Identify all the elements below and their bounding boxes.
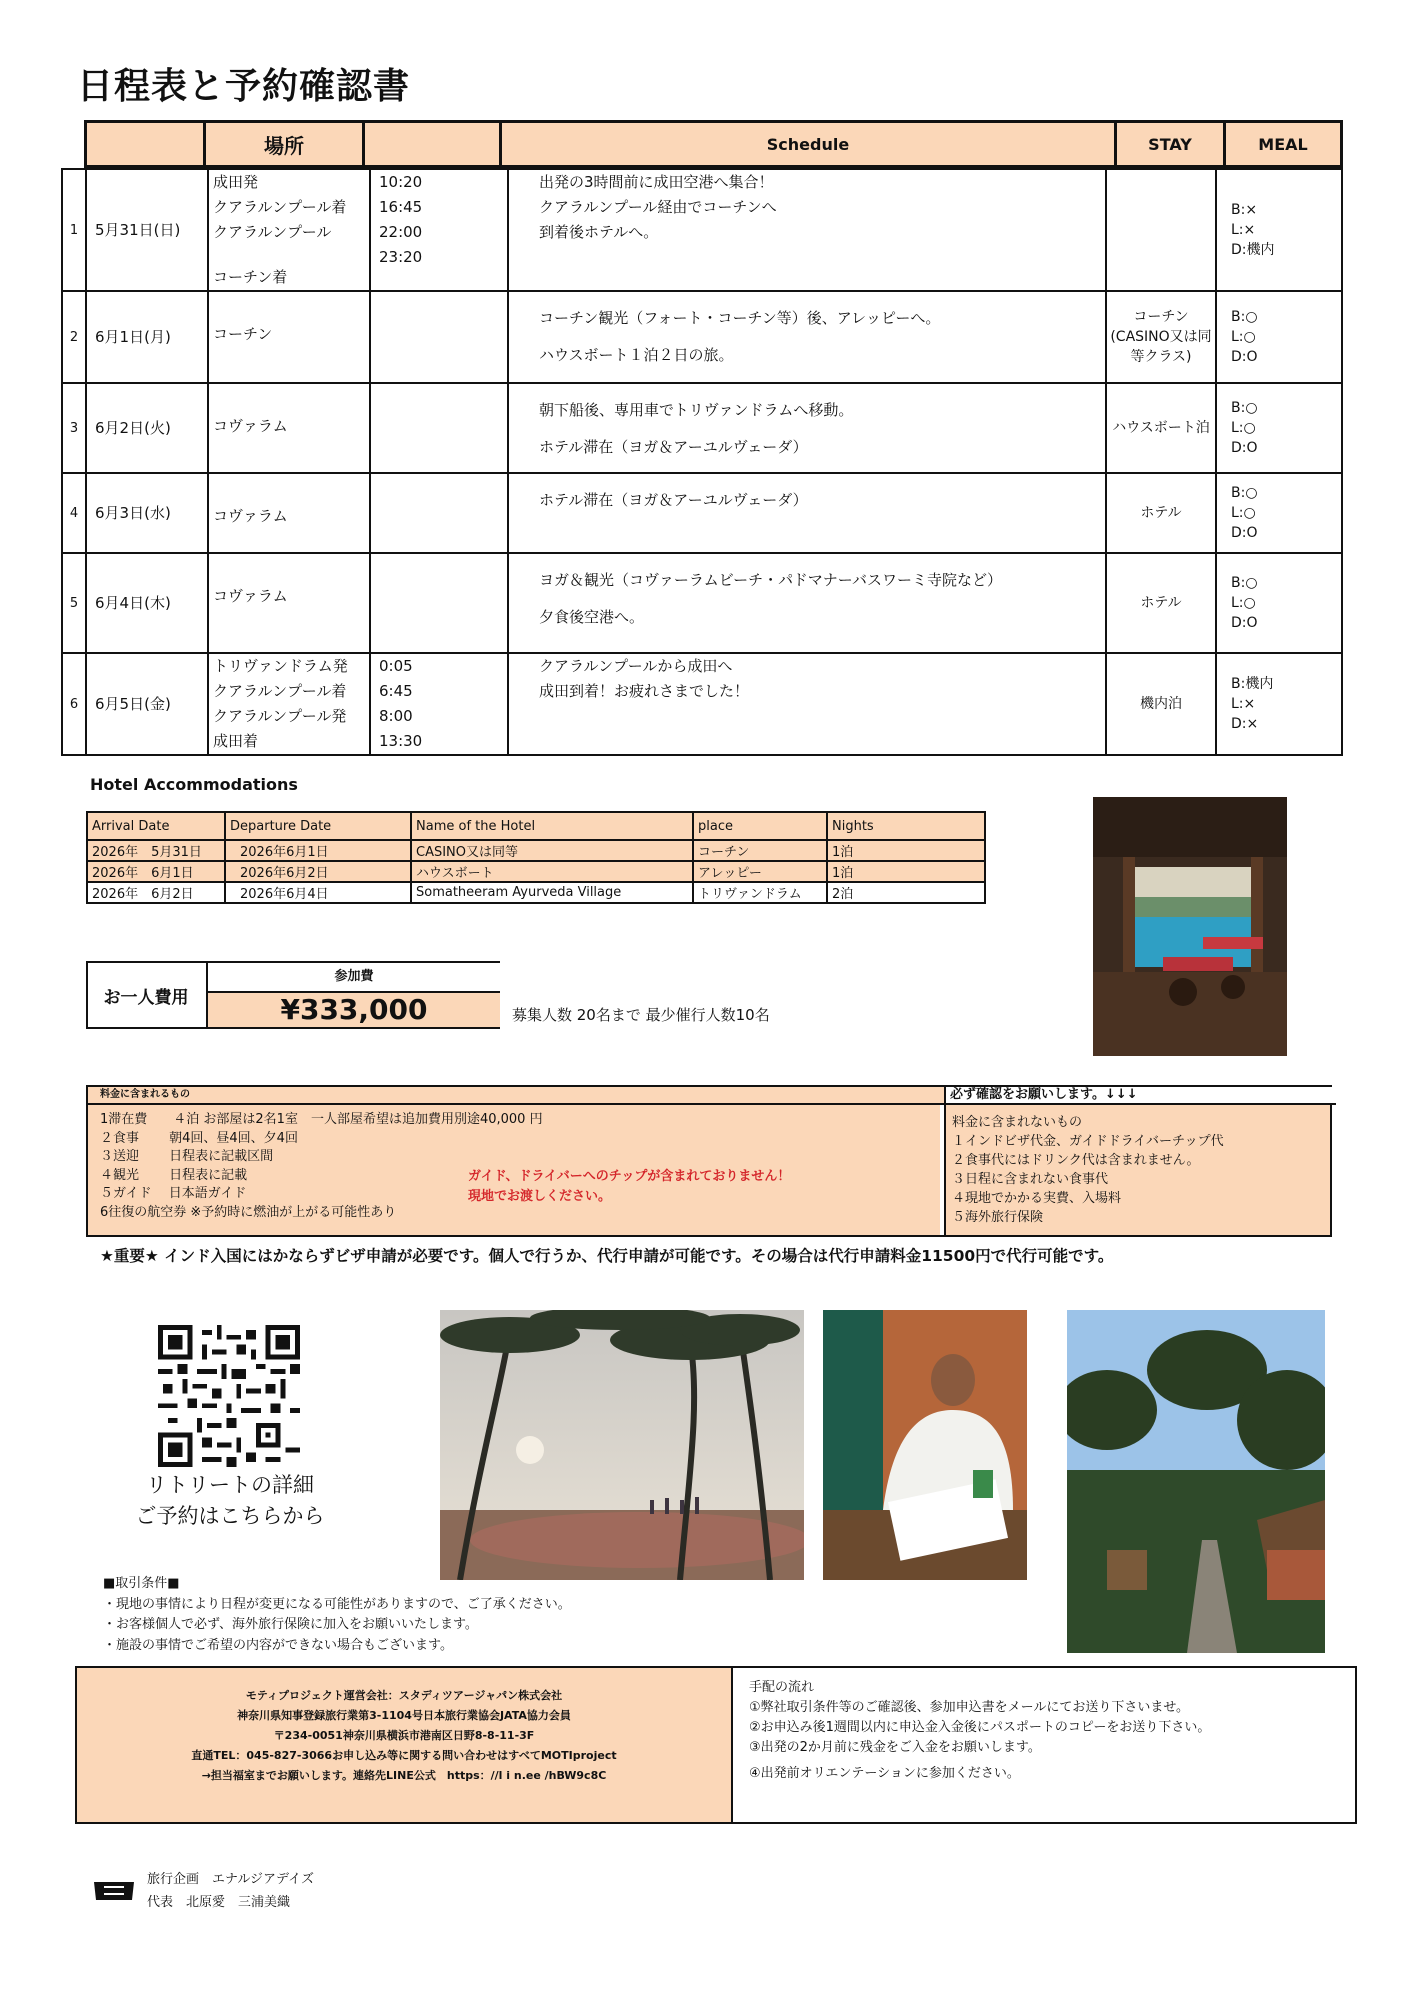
place-line: クアラルンプール — [213, 223, 332, 241]
meal-line: D:× — [1231, 716, 1259, 732]
hotel-cell: ハウスボート — [411, 861, 693, 882]
meal-line: B:○ — [1231, 485, 1258, 501]
tip-warning-line: ガイド、ドライバーへのチップが含まれておりません！ — [468, 1169, 791, 1184]
day-place — [208, 653, 370, 755]
terms-line: ・施設の事情でご希望の内容ができない場合もございます。 — [103, 1637, 453, 1653]
footer-line: 旅行企画 エナルジアデイズ — [147, 1872, 314, 1887]
meal-line: B:○ — [1231, 575, 1258, 591]
day-stay — [1106, 169, 1216, 291]
time-line: 13:30 — [379, 732, 423, 750]
confirm-item: ４現地でかかる実費、入場料 — [952, 1191, 1122, 1206]
included-item: ５ガイド 日本語ガイド — [100, 1186, 247, 1201]
price-right — [206, 963, 500, 1027]
hotel-cell: CASINO又は同等 — [411, 840, 693, 861]
itinerary-row — [62, 291, 1342, 383]
day-times — [370, 473, 508, 553]
meal-line: L:○ — [1231, 595, 1256, 611]
itinerary-row — [62, 653, 1342, 755]
company-line: 〒234-0051神奈川県横浜市港南区日野8-8-11-3F — [273, 1729, 535, 1742]
day-date: 6月1日(月) — [86, 291, 208, 383]
meal-line: D:O — [1231, 349, 1258, 365]
day-meal — [1216, 383, 1342, 473]
place-line: クアラルンプール着 — [213, 682, 347, 700]
footer-credits — [147, 1868, 314, 1914]
place-line: コーチン着 — [213, 268, 288, 286]
schedule-line: ホテル滞在（ヨガ＆アーユルヴェーダ） — [539, 438, 808, 456]
price-sub-label: 参加費 — [208, 963, 500, 993]
itinerary-row — [62, 169, 1342, 291]
hotel-cell: 1泊 — [827, 840, 985, 861]
schedule-line: 朝下船後、専用車でトリヴァンドラムへ移動。 — [539, 401, 854, 419]
confirm-item: ３日程に含まれない食事代 — [952, 1172, 1109, 1187]
included-item: ４観光 日程表に記載 — [100, 1167, 248, 1183]
flow-line: ③出発の2か月前に残金をご入金をお願いします。 — [749, 1740, 1041, 1755]
hotel-cell: 2026年 6月1日 — [87, 861, 225, 882]
company-logo — [92, 1880, 136, 1902]
confirm-item: ２食事代にはドリンク代は含まれません。 — [952, 1153, 1200, 1168]
day-meal — [1216, 473, 1342, 553]
day-place — [208, 291, 370, 383]
meal-line: L:○ — [1231, 505, 1256, 521]
day-date: 6月4日(木) — [86, 553, 208, 653]
day-schedule — [508, 553, 1106, 653]
included-box — [86, 1085, 1332, 1237]
time-line: 23:20 — [379, 248, 423, 266]
day-schedule — [508, 473, 1106, 553]
day-number: 5 — [62, 553, 86, 653]
header-schedule: Schedule — [501, 122, 1116, 167]
hotel-cell: トリヴァンドラム — [693, 882, 827, 903]
schedule-line: クアラルンプール経由でコーチンへ — [539, 198, 777, 216]
time-line: 8:00 — [379, 707, 413, 725]
place-line: クアラルンプール発 — [213, 707, 347, 725]
terms-section — [103, 1574, 571, 1656]
time-line: 0:05 — [379, 657, 413, 675]
flow-line: ①弊社取引条件等のご確認後、参加申込書をメールにてお送り下さいませ。 — [749, 1700, 1190, 1715]
place-line: クアラルンプール着 — [213, 198, 347, 216]
day-meal — [1216, 291, 1342, 383]
company-line: モティプロジェクト運営会社：スタディツアージャパン株式会社 — [245, 1689, 563, 1702]
day-schedule — [508, 291, 1106, 383]
hotel-cell: コーチン — [693, 840, 827, 861]
schedule-line: ヨガ＆観光（コヴァーラムビーチ・パドマナーバスワーミ寺院など） — [539, 571, 1003, 589]
company-line: →担当福室までお願いします。連絡先LINE公式 https：//l i n.ee /hBW9c8C — [201, 1769, 607, 1782]
schedule-line: 出発の3時間前に成田空港へ集合！ — [539, 173, 774, 191]
day-number: 4 — [62, 473, 86, 553]
place-line — [213, 245, 369, 265]
company-line: 直通TEL：045-827-3066お申し込み等に関する問い合わせはすべてMOTIproject — [191, 1749, 617, 1762]
itinerary-row — [62, 383, 1342, 473]
visa-note: ★重要★ インド入国にはかならずビザ申請が必要です。個人で行うか、代行申請が可能です。その場合は代行申請料金11500円で代行可能です。 — [100, 1247, 1114, 1265]
hotel-col-place: place — [693, 812, 827, 840]
qr-caption — [110, 1470, 350, 1532]
price-label: お一人費用 — [103, 987, 189, 1008]
day-times — [370, 291, 508, 383]
veranda-photo — [1093, 797, 1287, 1056]
flow-line: ④出発前オリエンテーションに参加ください。 — [749, 1766, 1020, 1781]
company-info — [77, 1668, 733, 1822]
qr-caption-line: リトリートの詳細 — [146, 1473, 314, 1497]
terms-line: ■取引条件■ — [103, 1576, 180, 1591]
hotel-row — [87, 861, 985, 882]
day-stay: コーチン(CASINO又は同等クラス) — [1106, 291, 1216, 383]
schedule-line: ハウスボート１泊２日の旅。 — [539, 346, 734, 364]
terms-line: ・お客様個人で必ず、海外旅行保険に加入をお願いいたします。 — [103, 1617, 478, 1632]
hotel-cell: 2泊 — [827, 882, 985, 903]
day-stay: 機内泊 — [1106, 653, 1216, 755]
included-head: 料金に含まれるもの — [88, 1087, 952, 1105]
day-meal — [1216, 553, 1342, 653]
hotel-cell: Somatheeram Ayurveda Village — [411, 882, 693, 903]
itinerary-header — [84, 120, 1343, 168]
header-stay: STAY — [1116, 122, 1225, 167]
itinerary-row — [62, 553, 1342, 653]
schedule-line: 成田到着！お疲れさまでした！ — [539, 682, 750, 700]
hotel-row — [87, 882, 985, 903]
confirm-head: 必ず確認をお願いします。↓↓↓ — [944, 1087, 1336, 1105]
place-line: 成田着 — [213, 732, 259, 750]
price-value: ¥333,000 — [280, 993, 428, 1026]
confirm-item: １インドビザ代金、ガイドドライバーチップ代 — [952, 1134, 1224, 1149]
day-place — [208, 383, 370, 473]
day-place — [208, 473, 370, 553]
place-line: コヴァラム — [213, 587, 288, 605]
day-meal — [1216, 169, 1342, 291]
place-line: コヴァラム — [213, 507, 288, 525]
meal-line: B:○ — [1231, 309, 1258, 325]
hotel-cell: 2026年6月4日 — [225, 882, 411, 903]
meal-line: D:O — [1231, 615, 1258, 631]
place-line: トリヴァンドラム発 — [213, 657, 348, 675]
meal-line: B:○ — [1231, 400, 1258, 416]
qr-caption-line: ご予約はこちらから — [135, 1504, 325, 1528]
day-number: 2 — [62, 291, 86, 383]
header-place: 場所 — [205, 122, 364, 167]
included-item: 1滞在費 ４泊 お部屋は2名1室 一人部屋希望は追加費用別途40,000 円 — [100, 1112, 543, 1127]
schedule-line: 夕食後空港へ。 — [539, 608, 645, 626]
page-title: 日程表と予約確認書 — [77, 66, 411, 107]
schedule-line: ホテル滞在（ヨガ＆アーユルヴェーダ） — [539, 491, 808, 509]
garden-photo — [1067, 1310, 1325, 1653]
hotel-col-arrival: Arrival Date — [87, 812, 225, 840]
hotel-cell: 2026年 6月2日 — [87, 882, 225, 903]
hotel-cell: アレッピー — [693, 861, 827, 882]
confirm-item: ５海外旅行保険 — [952, 1210, 1044, 1225]
schedule-line: クアラルンプールから成田へ — [539, 657, 733, 675]
hotel-cell: 2026年6月2日 — [225, 861, 411, 882]
time-line: 6:45 — [379, 682, 413, 700]
schedule-line: 到着後ホテルへ。 — [539, 223, 659, 241]
day-place — [208, 169, 370, 291]
confirm-item: 料金に含まれないもの — [952, 1115, 1083, 1130]
hotel-col-departure: Departure Date — [225, 812, 411, 840]
hotel-cell: 2026年6月1日 — [225, 840, 411, 861]
day-times — [370, 169, 508, 291]
itinerary-table — [61, 168, 1343, 756]
meal-line: L:× — [1231, 222, 1256, 238]
flow-line: 手配の流れ — [749, 1680, 815, 1695]
place-line: コヴァラム — [213, 417, 288, 435]
hotel-col-nights: Nights — [827, 812, 985, 840]
included-item: 6往復の航空券 ※予約時に燃油が上がる可能性あり — [100, 1204, 397, 1220]
day-place — [208, 553, 370, 653]
day-number: 1 — [62, 169, 86, 291]
meal-line: L:○ — [1231, 329, 1256, 345]
meal-line: D:O — [1231, 525, 1258, 541]
qr-code[interactable] — [158, 1325, 300, 1467]
tip-warning-line: 現地でお渡しください。 — [468, 1189, 612, 1204]
confirm-list — [944, 1105, 1330, 1235]
company-line: 神奈川県知事登録旅行業第3-1104号日本旅行業協会JATA協力会員 — [237, 1709, 571, 1722]
day-schedule — [508, 169, 1106, 291]
doctor-photo — [823, 1310, 1027, 1580]
hotel-section-title: Hotel Accommodations — [90, 775, 298, 794]
terms-line: ・現地の事情により日程が変更になる可能性がありますので、ご了承ください。 — [103, 1596, 571, 1612]
place-line: 成田発 — [213, 173, 259, 191]
day-times — [370, 653, 508, 755]
meal-line: D:機内 — [1231, 242, 1275, 258]
day-number: 6 — [62, 653, 86, 755]
day-date: 6月3日(水) — [86, 473, 208, 553]
booking-flow — [737, 1668, 1353, 1822]
meal-line: B:× — [1231, 202, 1258, 218]
flow-line: ②お申込み後1週間以内に申込金入金後にパスポートのコピーをお送り下さい。 — [749, 1720, 1211, 1735]
hotel-col-name: Name of the Hotel — [411, 812, 693, 840]
hotel-cell: 1泊 — [827, 861, 985, 882]
day-date: 5月31日(日) — [86, 169, 208, 291]
itinerary-row — [62, 473, 1342, 553]
hotel-header-row — [87, 812, 985, 840]
capacity-note: 募集人数 20名まで 最少催行人数10名 — [512, 1006, 770, 1024]
day-schedule — [508, 653, 1106, 755]
header-time — [364, 122, 501, 167]
meal-line: B:機内 — [1231, 676, 1274, 692]
time-line: 22:00 — [379, 223, 423, 241]
tip-warning — [468, 1167, 790, 1207]
company-flow-box — [75, 1666, 1357, 1824]
header-meal: MEAL — [1225, 122, 1342, 167]
day-stay: ホテル — [1106, 553, 1216, 653]
time-line: 16:45 — [379, 198, 423, 216]
place-line: コーチン — [213, 325, 273, 343]
day-meal — [1216, 653, 1342, 755]
time-line: 10:20 — [379, 173, 423, 191]
hotel-cell: 2026年 5月31日 — [87, 840, 225, 861]
day-stay: ハウスボート泊 — [1106, 383, 1216, 473]
beach-yoga-photo — [440, 1310, 804, 1580]
day-times — [370, 383, 508, 473]
footer-line: 代表 北原愛 三浦美織 — [147, 1895, 291, 1910]
hotel-row — [87, 840, 985, 861]
day-number: 3 — [62, 383, 86, 473]
meal-line: L:○ — [1231, 420, 1256, 436]
day-schedule — [508, 383, 1106, 473]
day-date: 6月2日(火) — [86, 383, 208, 473]
included-item: ３送迎 日程表に記載区間 — [100, 1149, 274, 1164]
hotel-table — [86, 811, 986, 904]
day-date: 6月5日(金) — [86, 653, 208, 755]
included-item: ２食事 朝4回、昼4回、夕4回 — [100, 1130, 298, 1146]
schedule-line: コーチン観光（フォート・コーチン等）後、アレッピーへ。 — [539, 309, 941, 327]
day-times — [370, 553, 508, 653]
day-stay: ホテル — [1106, 473, 1216, 553]
meal-line: L:× — [1231, 696, 1256, 712]
meal-line: D:O — [1231, 440, 1258, 456]
price-box — [86, 961, 500, 1029]
